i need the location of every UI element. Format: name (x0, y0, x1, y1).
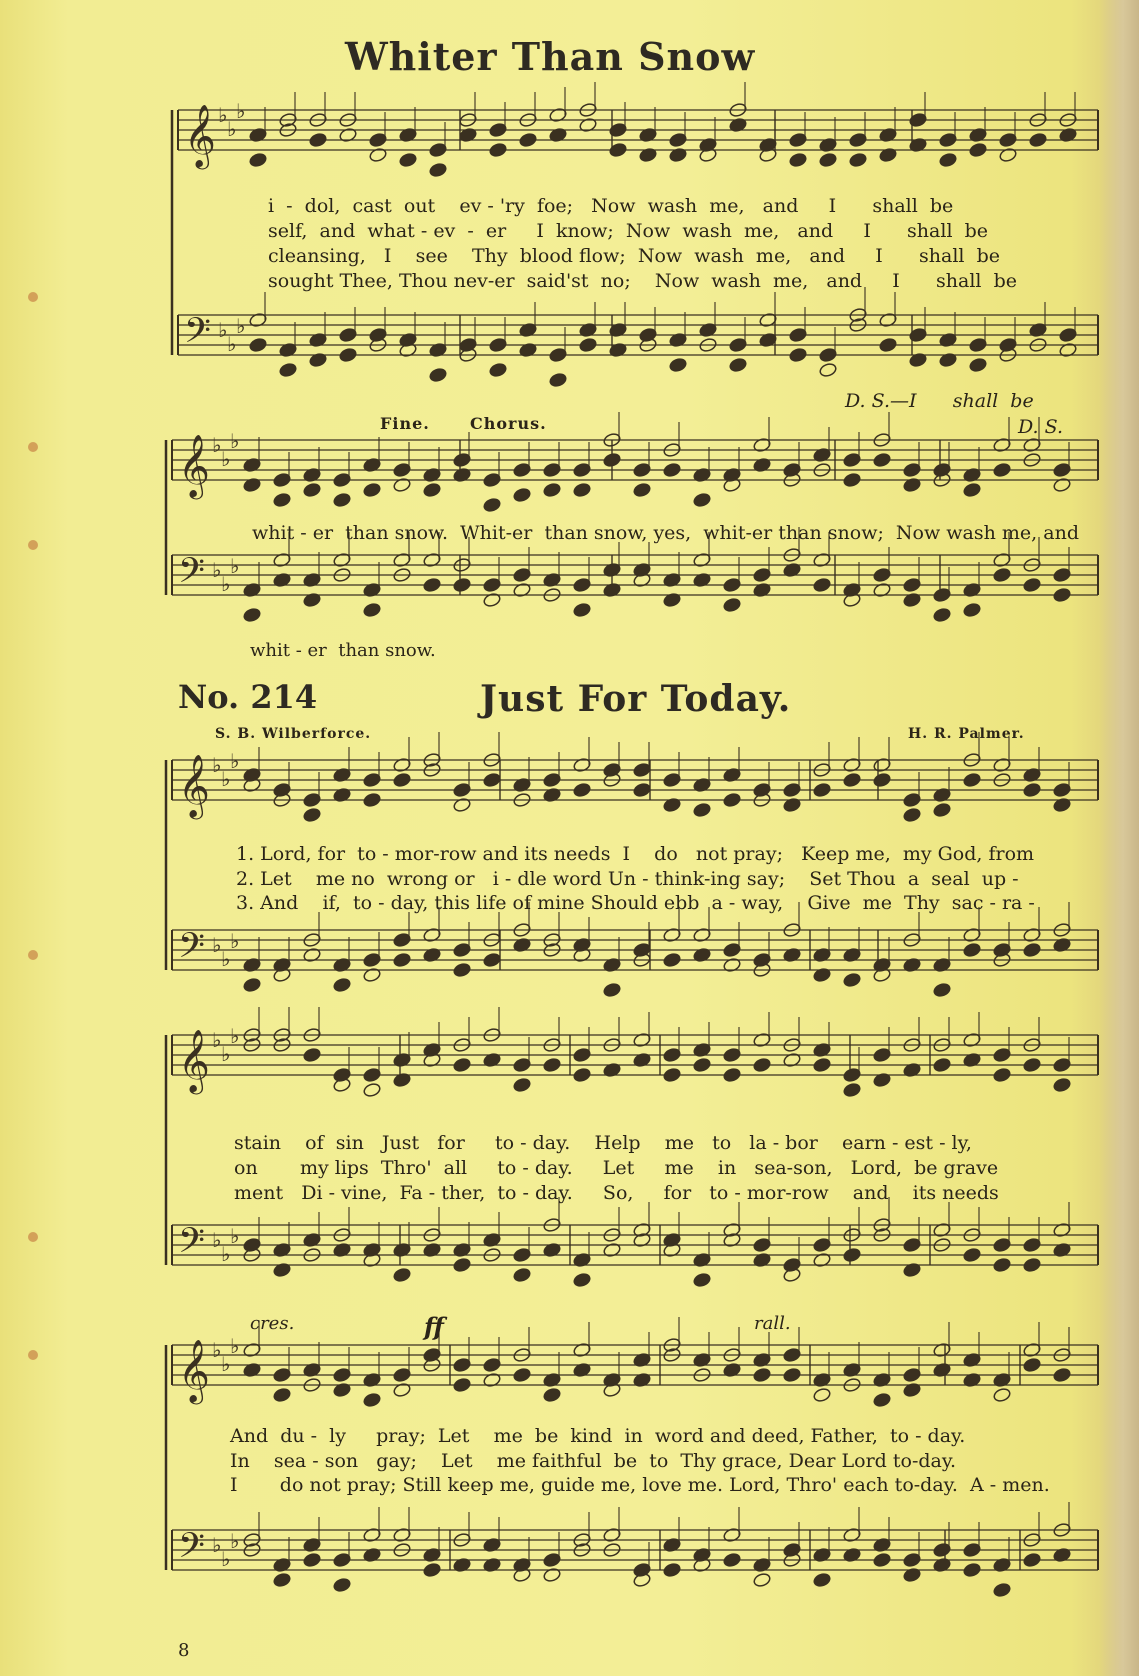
svg-text:♭: ♭ (212, 1228, 222, 1252)
svg-text:♭: ♭ (212, 753, 222, 777)
svg-text:♭: ♭ (221, 1042, 231, 1066)
s2-lyric-2: on my lips Thro' all to - day. Let me in sea-son, Lord, be grave (234, 1157, 999, 1179)
svg-text:𝄢: 𝄢 (178, 925, 206, 974)
svg-text:♭: ♭ (218, 103, 228, 127)
hymn-author: S. B. Wilberforce. (215, 726, 372, 742)
ff-mark: ff (424, 1312, 444, 1341)
rall-mark: rall. (754, 1313, 791, 1334)
svg-text:♭: ♭ (212, 558, 222, 582)
svg-text:𝄢: 𝄢 (184, 310, 212, 359)
svg-text:♭: ♭ (227, 332, 237, 356)
svg-text:♭: ♭ (212, 1533, 222, 1557)
verse-lyric-3: cleansing, I see Thy blood flow; Now wash me, and I shall be (268, 245, 1000, 267)
page-number: 8 (178, 1640, 190, 1661)
chorus-bass-lyric: whit - er than snow. (250, 640, 436, 661)
svg-text:♭: ♭ (227, 117, 237, 141)
s2-lyric-3: ment Di - vine, Fa - ther, to - day. So, for to - mor-row and its needs (234, 1182, 999, 1204)
hymn-title-whiter-than-snow: Whiter Than Snow (345, 34, 756, 79)
svg-text:♭: ♭ (236, 314, 246, 338)
svg-text:𝄞: 𝄞 (178, 434, 210, 497)
svg-text:♭: ♭ (212, 1338, 222, 1362)
s3-lyric-2: In sea - son gay; Let me faithful be to Thy grace, Dear Lord to-day. (230, 1450, 957, 1472)
svg-text:♭: ♭ (221, 1242, 231, 1266)
svg-text:♭: ♭ (230, 1024, 240, 1048)
s1-lyric-3: 3. And if, to - day, this life of mine Should ebb a - way, Give me Thy sac - ra - (236, 892, 1035, 914)
svg-text:♭: ♭ (221, 767, 231, 791)
svg-text:𝄢: 𝄢 (178, 550, 206, 599)
fine-label: Fine. (380, 414, 430, 433)
chorus-lyric: whit - er than snow. Whit-er than snow, yes, whit-er than snow; Now wash me, and (252, 522, 1079, 544)
svg-text:♭: ♭ (230, 749, 240, 773)
svg-text:𝄢: 𝄢 (178, 1220, 206, 1269)
verse-lyric-2: self, and what - ev - er I know; Now wash me, and I shall be (268, 220, 989, 242)
hymn-number: No. 214 (178, 678, 318, 716)
svg-text:♭: ♭ (221, 1352, 231, 1376)
s2-lyric-1: stain of sin Just for to - day. Help me to la - bor earn - est - ly, (234, 1132, 972, 1154)
hymn-composer: H. R. Palmer. (908, 726, 1025, 742)
svg-text:♭: ♭ (212, 933, 222, 957)
cres-mark: cres. (250, 1313, 295, 1334)
verse-lyric-4: sought Thee, Thou nev-er said'st no; Now wash me, and I shall be (268, 270, 1017, 292)
svg-text:♭: ♭ (221, 447, 231, 471)
svg-text:♭: ♭ (230, 1224, 240, 1248)
svg-text:♭: ♭ (218, 318, 228, 342)
ds-mark: D. S. (1018, 416, 1064, 438)
svg-text:𝄞: 𝄞 (178, 1029, 210, 1092)
svg-text:♭: ♭ (221, 572, 231, 596)
svg-text:𝄞: 𝄞 (184, 104, 216, 167)
svg-text:♭: ♭ (212, 433, 222, 457)
svg-text:♭: ♭ (221, 1547, 231, 1571)
svg-text:♭: ♭ (221, 947, 231, 971)
svg-text:𝄞: 𝄞 (178, 1339, 210, 1402)
hymn-title-just-for-today: Just For Today. (480, 678, 792, 720)
svg-text:𝄢: 𝄢 (178, 1525, 206, 1574)
s1-lyric-1: 1. Lord, for to - mor-row and its needs I do not pray; Keep me, my God, from (236, 843, 1035, 865)
svg-text:♭: ♭ (212, 1028, 222, 1052)
s1-lyric-2: 2. Let me no wrong or i - dle word Un - think-ing say; Set Thou a seal up - (236, 868, 1019, 890)
s3-lyric-3: I do not pray; Still keep me, guide me, love me. Lord, Thro' each to-day. A - men. (230, 1474, 1050, 1496)
svg-text:♭: ♭ (236, 99, 246, 123)
svg-text:♭: ♭ (230, 554, 240, 578)
s3-lyric-1: And du - ly pray; Let me be kind in word and deed, Father, to - day. (230, 1425, 966, 1447)
svg-text:𝄞: 𝄞 (178, 754, 210, 817)
svg-text:♭: ♭ (230, 429, 240, 453)
svg-text:♭: ♭ (230, 929, 240, 953)
svg-text:♭: ♭ (230, 1529, 240, 1553)
verse-lyric-1: i - dol, cast out ev - 'ry foe; Now wash me, and I shall be (268, 195, 954, 217)
svg-text:♭: ♭ (230, 1334, 240, 1358)
ds-line: D. S.—I shall be (845, 390, 1034, 412)
chorus-label: Chorus. (470, 414, 547, 433)
